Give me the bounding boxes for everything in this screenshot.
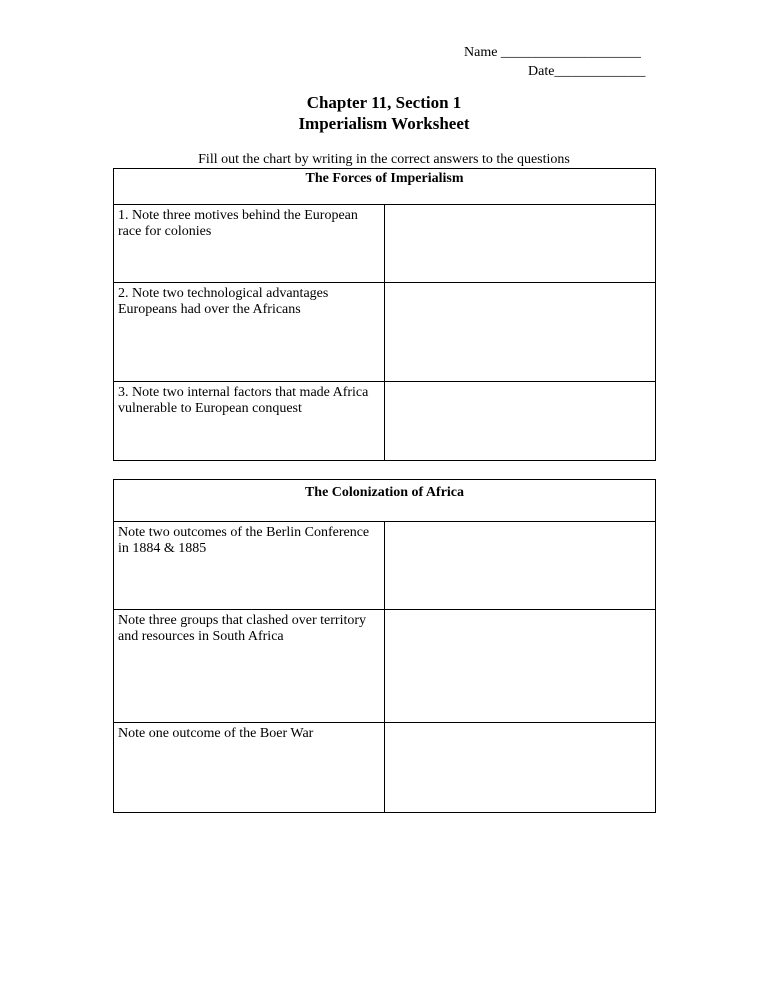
table-heading: The Colonization of Africa — [114, 480, 656, 522]
chapter-title: Chapter 11, Section 1 — [306, 93, 462, 112]
question-cell: 1. Note three motives behind the European race for colonies — [114, 205, 385, 283]
worksheet-title: Imperialism Worksheet — [298, 114, 470, 133]
forces-of-imperialism-table — [113, 168, 656, 461]
question-cell: 3. Note two internal factors that made Africa vulnerable to European conquest — [114, 382, 385, 461]
question-cell: 2. Note two technological advantages Europeans had over the Africans — [114, 283, 385, 382]
answer-cell[interactable] — [385, 382, 656, 461]
table-row — [114, 522, 656, 610]
table-heading: The Forces of Imperialism — [114, 169, 656, 205]
colonization-of-africa-table — [113, 479, 656, 813]
answer-cell[interactable] — [385, 283, 656, 382]
answer-cell[interactable] — [385, 723, 656, 813]
date-field-line[interactable]: Date_____________ — [528, 64, 646, 79]
answer-cell[interactable] — [385, 205, 656, 283]
table-row — [114, 205, 656, 283]
name-field-line[interactable]: Name ____________________ — [464, 45, 641, 60]
table-row — [114, 610, 656, 723]
instructions: Fill out the chart by writing in the correct answers to the questions — [198, 152, 570, 167]
question-cell: Note three groups that clashed over territory and resources in South Africa — [114, 610, 385, 723]
table-row — [114, 723, 656, 813]
answer-cell[interactable] — [385, 610, 656, 723]
table-row — [114, 382, 656, 461]
table-row — [114, 283, 656, 382]
question-cell: Note one outcome of the Boer War — [114, 723, 385, 813]
answer-cell[interactable] — [385, 522, 656, 610]
question-cell: Note two outcomes of the Berlin Conference in 1884 & 1885 — [114, 522, 385, 610]
